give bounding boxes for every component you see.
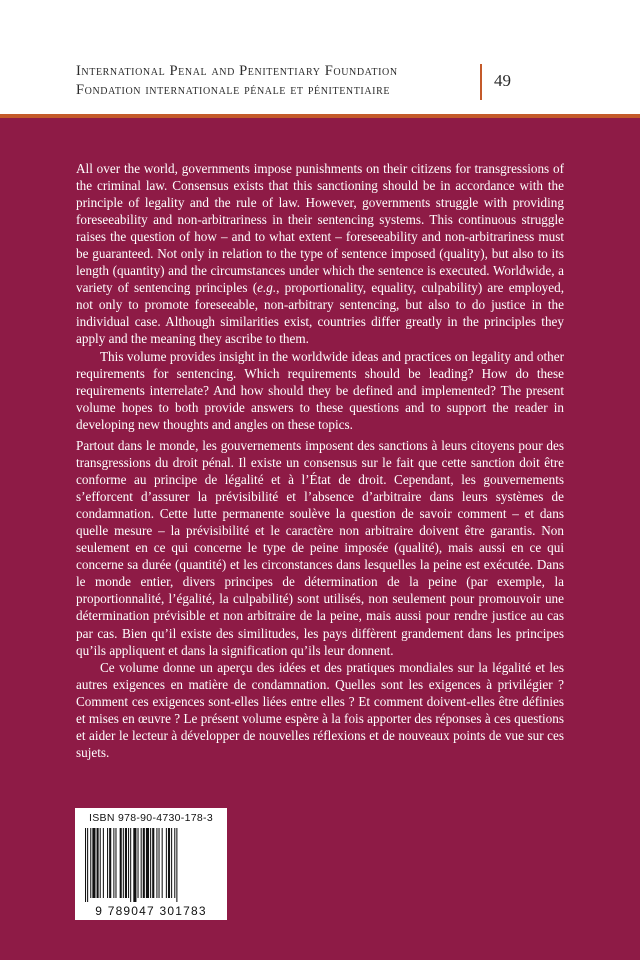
french-paragraph-2: Ce volume donne un aperçu des idées et des pratiques mondiales sur la légalité et les autres exigences en matière de condamnation. Quelles sont les exigences à privilégier ? Comment ces exigences sont-elles liées entre elles ? Et comment doivent-elles être définies et mises en œuvre ? Le présent volume espère à la fois apporter des réponses à ces questions et aider le lecteur à développer de nouvelles réflexions et de nouveaux points de vue sur ces sujets. xyxy=(76,659,564,760)
barcode-bars xyxy=(85,828,217,902)
barcode-bar xyxy=(143,828,145,898)
french-paragraph-1: Partout dans le monde, les gouvernements imposent des sanctions à leurs citoyens pour des transgressions du droit pénal. Il existe un consensus sur le fait que cette sanction doit être conforme au principe de légalité et à l’État de droit. Cependant, les gouvernements s’efforcent d’assurer la prévisibilité et l’absence d’arbitraire dans leurs systèmes de condamnation. Cette lutte permanente soulève la question de savoir comment – et dans quelle mesure – la prévisibilité et le caractère non arbitraire doivent être garantis. Non seulement en ce qui concerne le type de peine imposée (qualité), mais aussi en ce qui concerne sa durée (quantité) et les circonstances dans lesquelles la peine est exécutée. Dans le monde entier, divers principes de détermination de la peine (par exemple, la proportionnalité, l’égalité, la culpabilité) sont utilisés, non seulement pour promouvoir une détermination prévisible et non arbitraire de la peine, mais aussi pour rendre justice au cas par cas. Bien qu’il existe des similitudes, les pays diffèrent grandement dans les principes qu’ils appliquent et dans la signification qu’ils leur donnent. xyxy=(76,438,564,658)
english-paragraph-1-text: All over the world, governments impose punishments on their citizens for transgressions of the criminal law. Consensus exists that this sanctioning should be in accordance with the principle of legality and the rule of law. However, governments struggle with providing foreseeability and non-arbitrariness in their sentencing systems. This continuous struggle raises the question of how – and to what extent – foreseeability and non-arbitrariness must be guaranteed. Not only in relation to the type of sentence imposed (quality), but also to its length (quantity) and the circumstances under which the sentence is executed. Worldwide, a variety of sentencing principles ( xyxy=(76,161,564,296)
english-paragraph-1-rest: , proportionality, equality, culpability) are employed, not only to promote foreseeable, non-arbitrary sentencing, but also to do justice in the individual case. Although similarities exist, countries differ greatly in the principles they apply and the meaning they ascribe to them. xyxy=(76,280,564,347)
header-title-french: Fondation internationale pénale et pénitentiaire xyxy=(76,82,391,98)
header-title-english: International Penal and Penitentiary Foundation xyxy=(76,63,398,79)
barcode-bar xyxy=(156,828,157,898)
english-blurb xyxy=(76,160,564,433)
english-paragraph-1 xyxy=(76,160,564,348)
header-divider xyxy=(480,64,482,100)
barcode-bar xyxy=(176,828,177,902)
barcode-bar xyxy=(115,828,116,898)
barcode-bar xyxy=(128,828,129,898)
barcode-bar xyxy=(100,828,101,898)
isbn-label: ISBN 978-90-4730-178-3 xyxy=(89,812,213,824)
barcode-bar xyxy=(125,828,127,898)
french-blurb xyxy=(76,437,564,761)
barcode-bar xyxy=(146,828,149,898)
barcode-bar xyxy=(150,828,151,898)
barcode-bar xyxy=(113,828,114,898)
barcode-bar xyxy=(92,828,95,898)
barcode-bar xyxy=(166,828,167,898)
barcode-bar xyxy=(109,828,111,898)
barcode-bar xyxy=(97,828,99,898)
barcode-bar xyxy=(85,828,86,902)
header-bottom-rule xyxy=(0,114,640,118)
barcode-bar xyxy=(130,828,131,902)
barcode-bar xyxy=(103,828,104,898)
barcode-bar xyxy=(171,828,172,898)
barcode-bar xyxy=(174,828,175,898)
barcode-bar xyxy=(87,828,88,902)
page-number: 49 xyxy=(494,71,511,90)
barcode-bar xyxy=(159,828,160,898)
barcode-bar xyxy=(138,828,139,898)
isbn-barcode xyxy=(75,808,227,920)
barcode-bar xyxy=(123,828,124,898)
english-eg: e.g. xyxy=(257,280,277,296)
barcode-bar xyxy=(133,828,136,902)
barcode-bar xyxy=(120,828,122,898)
barcode-bar xyxy=(141,828,142,898)
barcode-bar xyxy=(168,828,170,898)
english-paragraph-2: This volume provides insight in the worldwide ideas and practices on legality and other requirements for sentencing. Which requirements should be leading? How do these requirements interrelate? And how should they be defined and implemented? The present volume hopes to both provide answers to these questions and to support the reader in developing new thoughts and angles on these topics. xyxy=(76,348,564,432)
barcode-bar xyxy=(107,828,108,898)
barcode-bar xyxy=(90,828,91,898)
barcode-digits: 9 789047 301783 xyxy=(95,904,207,918)
page-header xyxy=(0,0,640,114)
barcode-bar xyxy=(152,828,154,898)
barcode-bar xyxy=(162,828,163,898)
